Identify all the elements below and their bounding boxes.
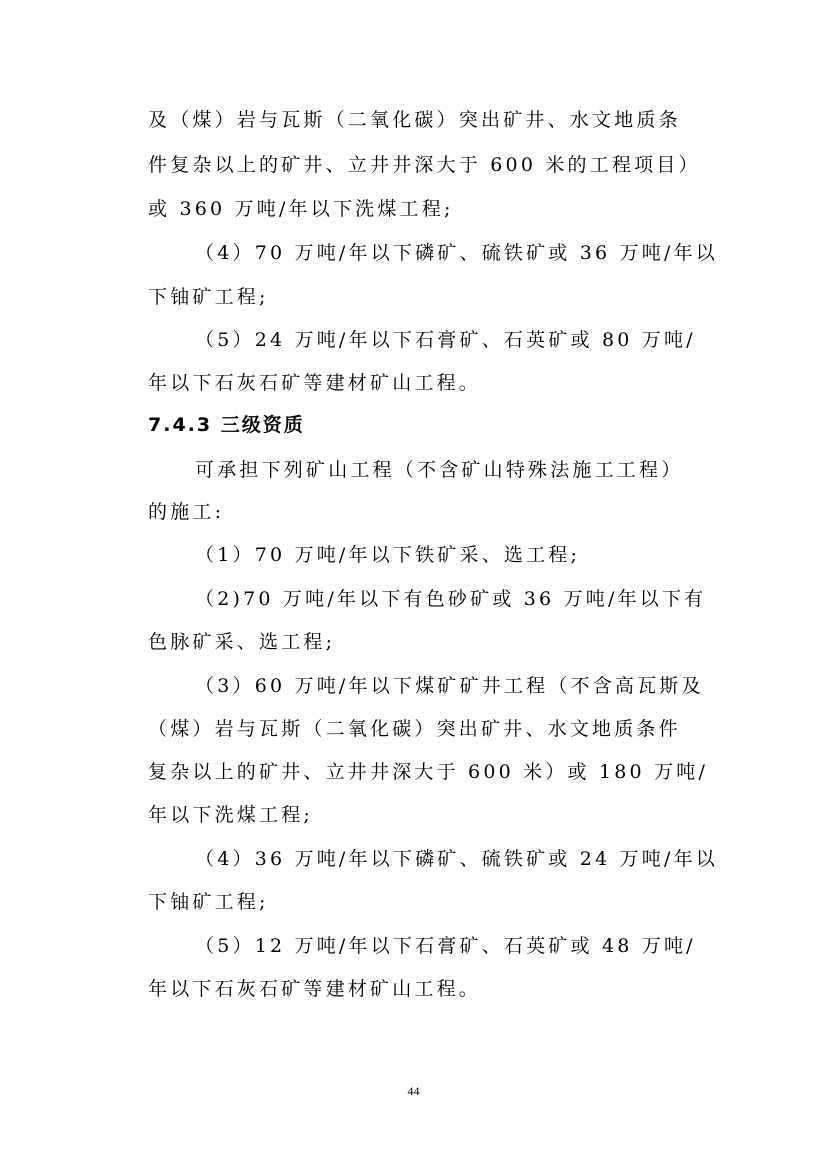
text-line: 复杂以上的矿井、立井井深大于 600 米）或 180 万吨/ bbox=[148, 761, 709, 783]
page-number: 44 bbox=[407, 1084, 420, 1098]
text-line: （2)70 万吨/年以下有色砂矿或 36 万吨/年以下有 bbox=[195, 588, 707, 610]
text-line: 或 360 万吨/年以下洗煤工程; bbox=[148, 198, 454, 220]
text-line: （5）12 万吨/年以下石膏矿、石英矿或 48 万吨/ bbox=[195, 935, 696, 957]
text-line: （煤）岩与瓦斯（二氧化碳）突出矿井、水文地质条件 bbox=[148, 718, 681, 740]
text-line: 可承担下列矿山工程（不含矿山特殊法施工工程） bbox=[195, 459, 684, 481]
text-line: 年以下石灰石矿等建材矿山工程。 bbox=[148, 978, 482, 1000]
text-line: 及（煤）岩与瓦斯（二氧化碳）突出矿井、水文地质条 bbox=[148, 109, 681, 131]
text-line: 件复杂以上的矿井、立井井深大于 600 米的工程项目） bbox=[148, 154, 701, 176]
text-line: （1）70 万吨/年以下铁矿采、选工程; bbox=[195, 544, 581, 566]
text-line: （4）70 万吨/年以下磷矿、硫铁矿或 36 万吨/年以 bbox=[195, 242, 718, 264]
text-line: 下铀矿工程; bbox=[148, 891, 269, 913]
text-line: 年以下洗煤工程; bbox=[148, 804, 314, 826]
section-heading: 7.4.3 三级资质 bbox=[148, 414, 305, 436]
text-line: 色脉矿采、选工程; bbox=[148, 631, 336, 653]
text-line: （4）36 万吨/年以下磷矿、硫铁矿或 24 万吨/年以 bbox=[195, 848, 718, 870]
text-line: 下铀矿工程; bbox=[148, 286, 269, 308]
text-line: （5）24 万吨/年以下石膏矿、石英矿或 80 万吨/ bbox=[195, 329, 696, 351]
text-line: （3）60 万吨/年以下煤矿矿井工程（不含高瓦斯及 bbox=[195, 675, 704, 697]
text-line: 的施工: bbox=[148, 501, 225, 523]
text-line: 年以下石灰石矿等建材矿山工程。 bbox=[148, 372, 482, 394]
